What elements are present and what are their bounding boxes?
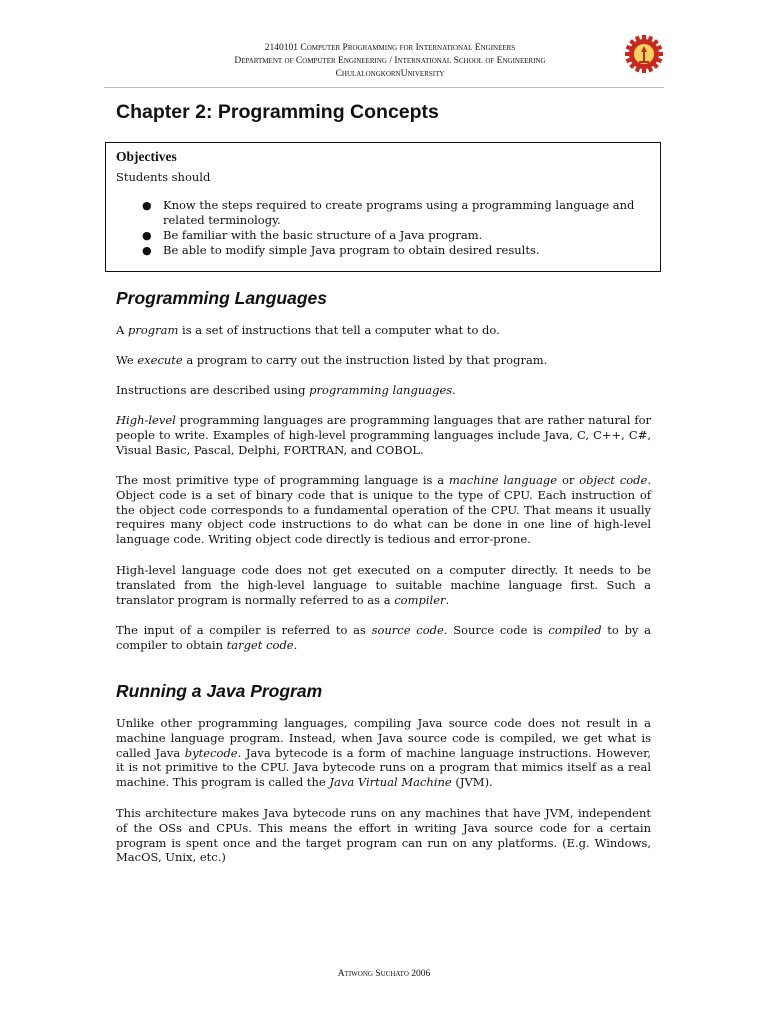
objectives-heading: Objectives xyxy=(116,149,177,164)
emphasized-term: bytecode xyxy=(184,745,238,760)
bullet-icon: ● xyxy=(142,229,152,242)
emphasized-term: execute xyxy=(137,353,183,367)
section-heading-running-java: Running a Java Program xyxy=(116,681,323,701)
objectives-list xyxy=(116,198,650,258)
emphasized-term: High-level xyxy=(116,413,176,427)
paragraph: Unlike other programming languages, compiling Java source code does not result in a machine language program. Instead, when Java source code is compiled, we get what is called Java bytecode. Java bytecode is a form of machine language instructions. However, it is not primitive to the CPU. Java bytecode runs on a program that mimics itself as a real machine. This program is called the Java Virtual Machine (JVM). xyxy=(116,716,651,790)
course-title: 2140101 Computer Programming for International Engineers xyxy=(264,43,516,53)
paragraph: The input of a compiler is referred to as source code. Source code is compiled to by a compiler to obtain target code. xyxy=(116,623,651,652)
bullet-icon: ● xyxy=(142,244,152,257)
paragraph: High-level programming languages are programming languages that are rather natural for people to write. Examples of high-level programming languages include Java, C, C++, C#, Visual Basic, Pascal, Delphi, FORTRAN, and COBOL. xyxy=(116,413,651,457)
page-footer: Atiwong Suchato 2006 xyxy=(337,969,431,979)
objective-item: ● Know the steps required to create programs using a programming language and related terminology. xyxy=(142,198,635,227)
university-line: ChulalongkornUniversity xyxy=(335,69,445,79)
emphasized-term: Java Virtual Machine xyxy=(329,775,452,790)
section-heading-programming-languages: Programming Languages xyxy=(116,288,328,308)
university-seal-icon xyxy=(624,34,664,74)
emphasized-term: compiled xyxy=(548,623,602,637)
paragraph: A program is a set of instructions that tell a computer what to do. xyxy=(116,323,500,337)
emphasized-term: target code xyxy=(226,637,294,652)
objectives-intro: Students should xyxy=(116,170,211,184)
objective-item: ● Be familiar with the basic structure of a Java program. xyxy=(142,228,483,242)
emphasized-term: program xyxy=(127,323,179,337)
bullet-icon: ● xyxy=(142,199,152,212)
emphasized-term: machine language xyxy=(449,473,558,487)
paragraph: This architecture makes Java bytecode runs on any machines that have JVM, independent of the OSs and CPUs. This means the effort in writing Java source code for a certain program is spent once and the target program can run on any platforms. (E.g. Windows, MacOS, Unix, etc.) xyxy=(116,806,651,865)
emphasized-term: programming languages xyxy=(309,383,453,397)
header-divider xyxy=(104,87,664,88)
chapter-title: Chapter 2: Programming Concepts xyxy=(116,101,439,123)
emphasized-term: compiler xyxy=(394,592,446,607)
paragraph: The most primitive type of programming language is a machine language or object code. Object code is a set of binary code that is unique to the type of CPU. Each instruction of the object code corresponds to a fundamental operation of the CPU. That means it usually requires many object code instructions to do what can be done in one line of high-level language code. Writing object code directly is tedious and error-prone. xyxy=(116,473,652,547)
paragraph: Instructions are described using programming languages. xyxy=(116,383,456,397)
emphasized-term: object code xyxy=(579,473,648,487)
emphasized-term: source code xyxy=(371,623,444,637)
department-line: Department of Computer Engineering / International School of Engineering xyxy=(234,56,546,66)
objectives-box xyxy=(105,142,661,272)
objective-item: ● Be able to modify simple Java program to obtain desired results. xyxy=(142,243,540,257)
paragraph: High-level language code does not get executed on a computer directly. It needs to be translated from the high-level language to suitable machine language first. Such a translator program is normally referred to as a compiler. xyxy=(116,563,651,607)
document-header xyxy=(160,42,620,81)
paragraph: We execute a program to carry out the instruction listed by that program. xyxy=(116,353,548,367)
